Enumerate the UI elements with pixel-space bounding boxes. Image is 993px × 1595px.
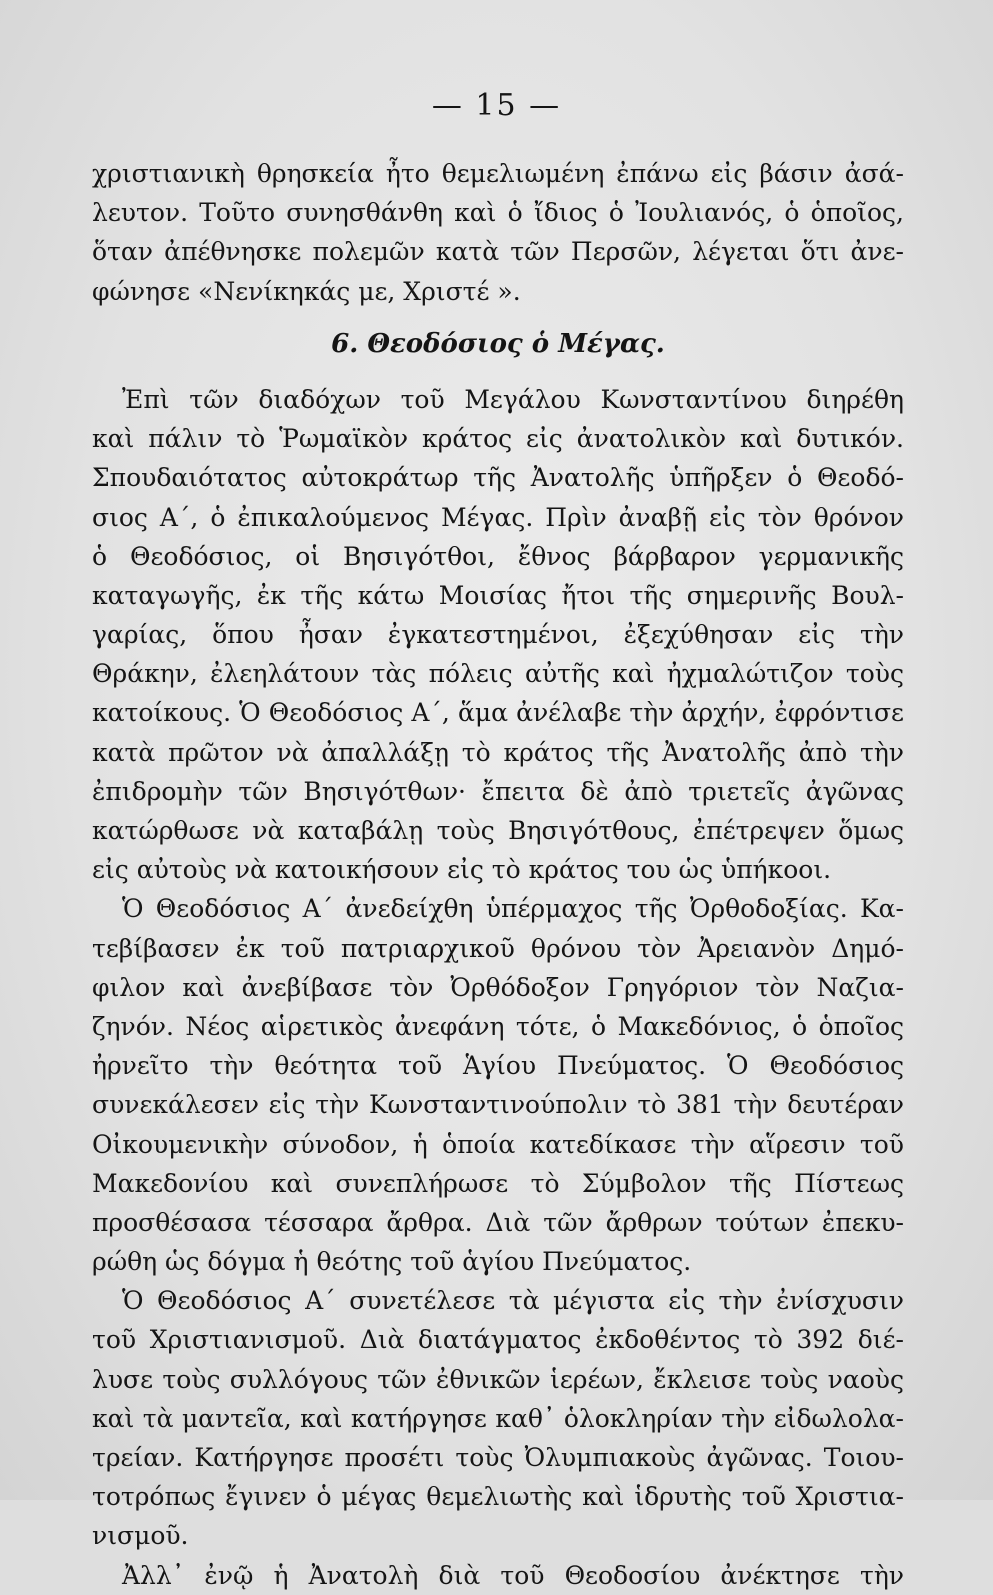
paragraph: [92, 154, 904, 311]
text-line: καταγωγῆς, ἐκ τῆς κάτω Μοισίας ἤτοι τῆς σημερινῆς Βουλ-: [92, 580, 904, 610]
text-line: Ἐπὶ τῶν διαδόχων τοῦ Μεγάλου Κωνσταντίνου διηρέθη: [122, 384, 904, 414]
text-line: σιος Α΄, ὁ ἐπικαλούμενος Μέγας. Πρὶν ἀναβῇ εἰς τὸν θρόνον: [92, 502, 904, 532]
text-line: συνεκάλεσεν εἰς τὴν Κωνσταντινούπολιν τὸ 381 τὴν δευτέραν: [92, 1090, 904, 1120]
text-line: Σπουδαιότατος αὐτοκράτωρ τῆς Ἀνατολῆς ὑπῆρξεν ὁ Θεοδό-: [92, 463, 904, 493]
body-text: [92, 154, 904, 1595]
text-line: ὅταν ἀπέθνησκε πολεμῶν κατὰ τῶν Περσῶν, λέγεται ὅτι ἀνε-: [92, 237, 904, 267]
text-line: νισμοῦ.: [92, 1521, 189, 1551]
text-line: τεβίβασεν ἐκ τοῦ πατριαρχικοῦ θρόνου τὸν Ἀρειανὸν Δημό-: [92, 933, 904, 963]
text-line: τοῦ Χριστιανισμοῦ. Διὰ διατάγματος ἐκδοθέντος τὸ 392 διέ-: [92, 1325, 904, 1355]
text-line: Θράκην, ἐλεηλάτουν τὰς πόλεις αὐτῆς καὶ ἠχμαλώτιζον τοὺς: [92, 659, 904, 689]
text-line: τοτρόπως ἔγινεν ὁ μέγας θεμελιωτὴς καὶ ἱδρυτὴς τοῦ Χριστια-: [92, 1482, 904, 1512]
paragraph: [92, 1556, 904, 1595]
paragraph: [92, 380, 904, 889]
text-line: Οἰκουμενικὴν σύνοδον, ἡ ὁποία κατεδίκασε τὴν αἵρεσιν τοῦ: [92, 1129, 904, 1159]
text-line: εἰς αὐτοὺς νὰ κατοικήσουν εἰς τὸ κράτος του ὡς ὑπήκοοι.: [92, 855, 832, 885]
text-line: λευτον. Τοῦτο συνησθάνθη καὶ ὁ ἴδιος ὁ Ἰουλιανός, ὁ ὁποῖος,: [92, 198, 904, 228]
text-line: ρώθη ὡς δόγμα ἡ θεότης τοῦ ἁγίου Πνεύματος.: [92, 1247, 692, 1277]
text-line: Ὁ Θεοδόσιος Α΄ συνετέλεσε τὰ μέγιστα εἰς τὴν ἐνίσχυσιν: [122, 1286, 904, 1316]
text-line: ἐπιδρομὴν τῶν Βησιγότθων· ἔπειτα δὲ ἀπὸ τριετεῖς ἀγῶνας: [92, 776, 904, 806]
text-line: προσθέσασα τέσσαρα ἄρθρα. Διὰ τῶν ἄρθρων τούτων ἐπεκυ-: [92, 1207, 904, 1237]
text-line: φιλον καὶ ἀνεβίβασε τὸν Ὀρθόδοξον Γρηγόριον τὸν Ναζια-: [92, 972, 904, 1002]
paragraph: [92, 889, 904, 1281]
text-line: φώνησε «Νενίκηκάς με, Χριστέ ».: [92, 276, 521, 306]
text-line: ἠρνεῖτο τὴν θεότητα τοῦ Ἁγίου Πνεύματος. Ὁ Θεοδόσιος: [92, 1051, 904, 1081]
text-line: γαρίας, ὅπου ἦσαν ἐγκατεστημένοι, ἐξεχύθησαν εἰς τὴν: [92, 620, 904, 650]
text-line: τρείαν. Κατήργησε προσέτι τοὺς Ὀλυμπιακοὺς ἀγῶνας. Τοιου-: [92, 1443, 904, 1472]
section-heading: 6. Θεοδόσιος ὁ Μέγας.: [331, 328, 665, 359]
text-line: ὁ Θεοδόσιος, οἱ Βησιγότθοι, ἔθνος βάρβαρον γερμανικῆς: [92, 541, 904, 571]
text-line: Μακεδονίου καὶ συνεπλήρωσε τὸ Σύμβολον τῆς Πίστεως: [92, 1168, 904, 1198]
text-line: κατοίκους. Ὁ Θεοδόσιος Α΄, ἅμα ἀνέλαβε τὴν ἀρχήν, ἐφρόντισε: [92, 698, 904, 728]
text-line: κατώρθωσε νὰ καταβάλῃ τοὺς Βησιγότθους, ἐπέτρεψεν ὅμως: [92, 816, 904, 845]
text-line: καὶ τὰ μαντεῖα, καὶ κατήργησε καθ᾽ ὁλοκληρίαν τὴν εἰδωλολα-: [92, 1403, 904, 1433]
page-number: — 15 —: [431, 88, 562, 123]
text-line: Ὁ Θεοδόσιος Α΄ ἀνεδείχθη ὑπέρμαχος τῆς Ὀρθοδοξίας. Κα-: [122, 894, 904, 924]
text-line: χριστιανικὴ θρησκεία ἦτο θεμελιωμένη ἐπάνω εἰς βάσιν ἀσά-: [92, 159, 904, 188]
paragraph: [92, 1281, 904, 1555]
text-line: ζηνόν. Νέος αἱρετικὸς ἀνεφάνη τότε, ὁ Μακεδόνιος, ὁ ὁποῖος: [92, 1011, 904, 1041]
text-line: καὶ πάλιν τὸ Ῥωμαϊκὸν κράτος εἰς ἀνατολικὸν καὶ δυτικόν.: [92, 424, 904, 454]
text-line: Ἀλλ᾽ ἐνῷ ἡ Ἀνατολὴ διὰ τοῦ Θεοδοσίου ἀνέκτησε τὴν: [122, 1560, 904, 1590]
text-line: κατὰ πρῶτον νὰ ἀπαλλάξῃ τὸ κράτος τῆς Ἀνατολῆς ἀπὸ τὴν: [92, 737, 904, 767]
text-line: λυσε τοὺς συλλόγους τῶν ἐθνικῶν ἱερέων, ἔκλεισε τοὺς ναοὺς: [92, 1364, 904, 1394]
